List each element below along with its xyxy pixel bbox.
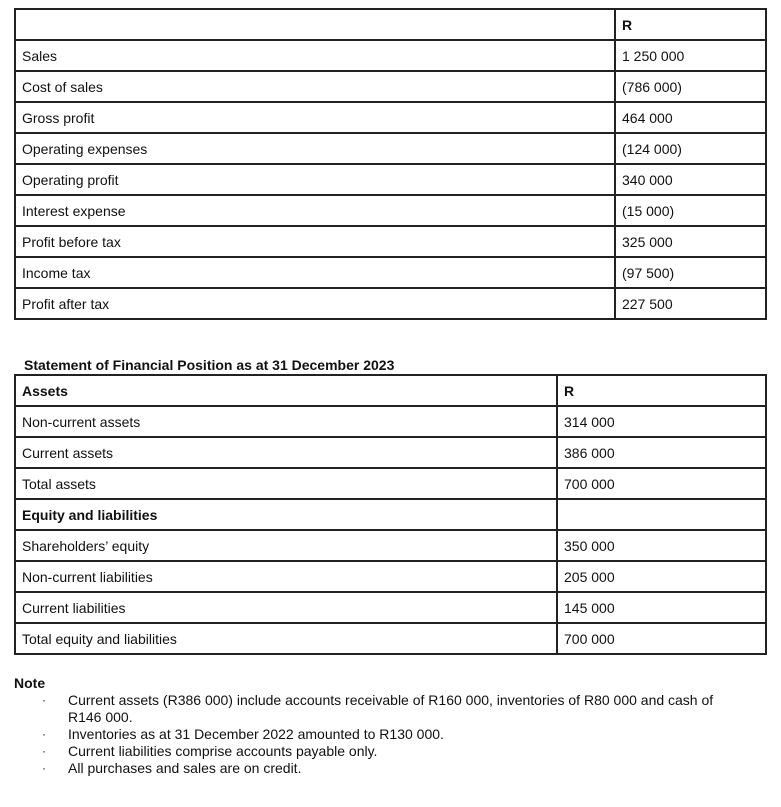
- financial-position-title: Statement of Financial Position as at 31 December 2023: [24, 357, 395, 373]
- assets-header-cell: Assets: [15, 375, 557, 406]
- note-text: Current assets (R386 000) include accounts receivable of R160 000, inventories of R80 000 and cash of R146 000.: [68, 692, 714, 725]
- table-row: [15, 102, 766, 133]
- table-row: [15, 437, 766, 468]
- note-text: All purchases and sales are on credit.: [68, 760, 302, 776]
- currency-header-cell: R: [615, 9, 766, 40]
- row-value: 227 500: [615, 288, 766, 319]
- table-row: [15, 288, 766, 319]
- table-row: [15, 71, 766, 102]
- row-value: 145 000: [557, 592, 766, 623]
- row-label: Cost of sales: [15, 71, 615, 102]
- row-label: Shareholders’ equity: [15, 530, 557, 561]
- bullet-icon: ·: [42, 693, 46, 707]
- row-label: Gross profit: [15, 102, 615, 133]
- row-label: Total assets: [15, 468, 557, 499]
- table-row: [15, 133, 766, 164]
- row-value: 340 000: [615, 164, 766, 195]
- row-value: (15 000): [615, 195, 766, 226]
- bullet-icon: ·: [42, 727, 46, 741]
- table-row: [15, 592, 766, 623]
- note-title: Note: [14, 675, 46, 691]
- income-statement-table: [14, 8, 767, 320]
- table-header-row: [15, 499, 766, 530]
- financial-position-table: [14, 374, 767, 655]
- row-value: 325 000: [615, 226, 766, 257]
- row-label: Total equity and liabilities: [15, 623, 557, 654]
- row-label: Non-current assets: [15, 406, 557, 437]
- row-value: 1 250 000: [615, 40, 766, 71]
- table-row: [15, 468, 766, 499]
- row-label: Non-current liabilities: [15, 561, 557, 592]
- list-item: [42, 692, 742, 726]
- note-text: Inventories as at 31 December 2022 amounted to R130 000.: [68, 726, 444, 742]
- row-value: (786 000): [615, 71, 766, 102]
- label-header-cell: [15, 9, 615, 40]
- empty-cell: [557, 499, 766, 530]
- row-label: Profit after tax: [15, 288, 615, 319]
- table-row: [15, 406, 766, 437]
- row-label: Sales: [15, 40, 615, 71]
- table-row: [15, 623, 766, 654]
- note-text: Current liabilities comprise accounts payable only.: [68, 743, 378, 759]
- list-item: [42, 760, 742, 777]
- table-row: [15, 164, 766, 195]
- notes-list: [42, 692, 742, 777]
- table-row: [15, 40, 766, 71]
- equity-header-cell: Equity and liabilities: [15, 499, 557, 530]
- table-row: [15, 530, 766, 561]
- row-value: 700 000: [557, 623, 766, 654]
- currency-header-cell: R: [557, 375, 766, 406]
- row-value: 314 000: [557, 406, 766, 437]
- row-value: (124 000): [615, 133, 766, 164]
- row-label: Income tax: [15, 257, 615, 288]
- row-label: Operating expenses: [15, 133, 615, 164]
- row-label: Operating profit: [15, 164, 615, 195]
- list-item: [42, 726, 742, 743]
- table-header-row: [15, 9, 766, 40]
- row-value: 386 000: [557, 437, 766, 468]
- row-label: Profit before tax: [15, 226, 615, 257]
- table-row: [15, 561, 766, 592]
- row-label: Interest expense: [15, 195, 615, 226]
- table-row: [15, 226, 766, 257]
- list-item: [42, 743, 742, 760]
- row-label: Current liabilities: [15, 592, 557, 623]
- row-value: 350 000: [557, 530, 766, 561]
- row-label: Current assets: [15, 437, 557, 468]
- row-value: 205 000: [557, 561, 766, 592]
- row-value: (97 500): [615, 257, 766, 288]
- row-value: 700 000: [557, 468, 766, 499]
- table-header-row: [15, 375, 766, 406]
- bullet-icon: ·: [42, 761, 46, 775]
- table-row: [15, 195, 766, 226]
- row-value: 464 000: [615, 102, 766, 133]
- bullet-icon: ·: [42, 744, 46, 758]
- table-row: [15, 257, 766, 288]
